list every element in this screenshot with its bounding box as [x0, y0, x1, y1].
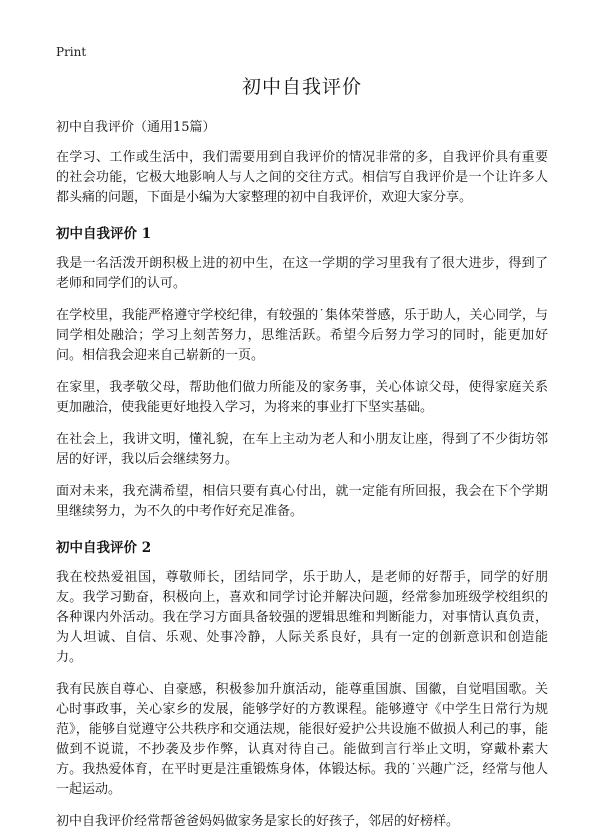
- section-1-paragraph-4: 在社会上，我讲文明，懂礼貌，在车上主动为老人和小朋友让座，得到了不少街坊邻居的好评，我以后会继续努力。: [56, 432, 548, 467]
- section-2-paragraph-3: 初中自我评价经常帮爸爸妈妈做家务是家长的好孩子，邻居的好榜样。: [56, 814, 460, 829]
- intro-paragraph: 在学习、工作或生活中，我们需要用到自我评价的情况非常的多，自我评价具有重要的社会功能，它极大地影响人与人之间的交往方式。相信写自我评价是一个让许多人都头痛的问题，下面是小编为大家整理的初中自我评价，欢迎大家分享。: [56, 150, 548, 205]
- section-2-paragraph-1: 我在校热爱祖国，尊敬师长，团结同学，乐于助人，是老师的好帮手，同学的好朋友。我学习勤奋，积极向上，喜欢和同学讨论并解决问题，经常参加班级学校组织的各种课内外活动。我在学习方面具备较强的逻辑思维和判断能力，对事情认真负责，为人坦诚、自信、乐观、处事冷静，人际关系良好，具有一定的创新意识和创造能力。: [56, 570, 548, 665]
- section-heading-2: 初中自我评价 2: [56, 540, 152, 556]
- section-1-paragraph-5: 面对未来，我充满希望，相信只要有真心付出，就一定能有所回报，我会在下个学期里继续努力，为不久的中考作好充足准备。: [56, 484, 548, 519]
- section-heading-1: 初中自我评价 1: [56, 226, 152, 242]
- section-2-paragraph-2: 我有民族自尊心、自豪感，积极参加升旗活动，能尊重国旗、国徽，自觉唱国歌。关心时事政事，关心家乡的发展，能够学好的方教课程。能够遵守《中学生日常行为规范》，能够自觉遵守公共秩序和交通法规，能很好爱护公共设施不做损人利己的事，能做到不说谎，不抄袭及步作弊，认真对待自己。能做到言行举止文明，穿戴朴素大方。我热爱体育，在平时更是注重锻炼身体，体锻达标。我的˙兴趣广泛，经常与他人一起运动。: [56, 682, 548, 797]
- section-1-paragraph-3: 在家里，我孝敬父母，帮助他们做力所能及的家务事，关心体谅父母，使得家庭关系更加融洽，使我能更好地投入学习，为将来的事业打下坚实基础。: [56, 380, 548, 415]
- print-link[interactable]: Print: [56, 45, 87, 59]
- section-1-paragraph-1: 我是一名活泼开朗积极上进的初中生，在这一学期的学习里我有了很大进步，得到了老师和同学们的认可。: [56, 256, 548, 291]
- section-1-paragraph-2: 在学校里，我能严格遵守学校纪律，有较强的˙集体荣誉感，乐于助人，关心同学，与同学相处融洽；学习上刻苦努力，思维活跃。希望今后努力学习的同时，能更加好问。相信我会迎来自己崭新的一页。: [56, 308, 548, 363]
- page-title: 初中自我评价: [241, 76, 362, 98]
- document-subtitle: 初中自我评价（通用15篇）: [56, 120, 216, 135]
